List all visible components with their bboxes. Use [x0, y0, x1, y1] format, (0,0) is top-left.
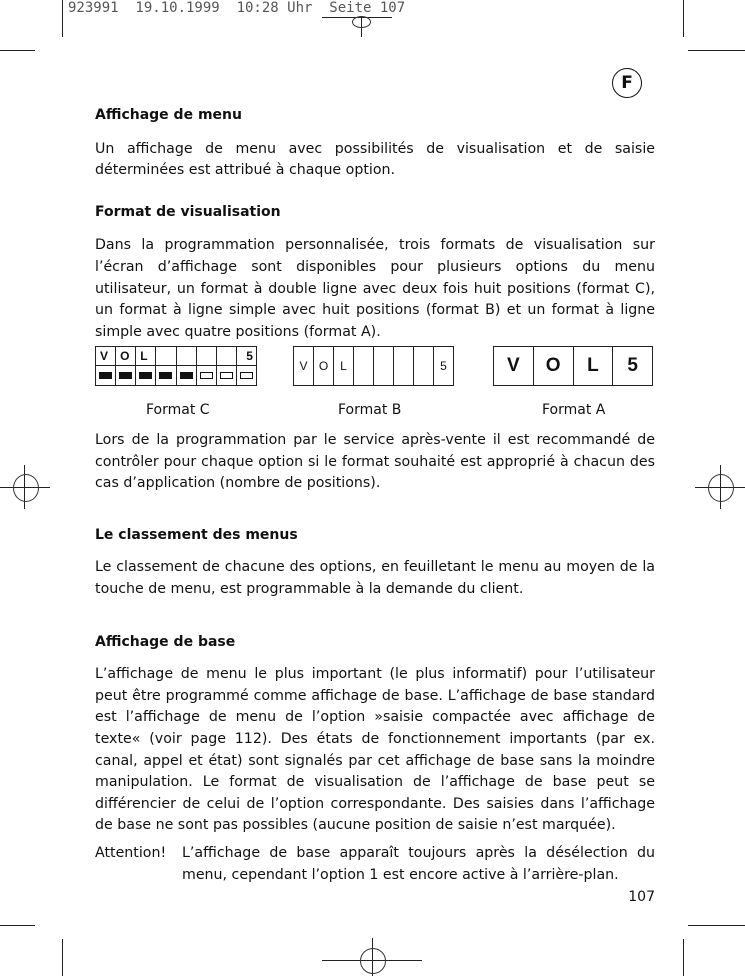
format-c-caption: Format C	[146, 402, 210, 418]
crop-mark	[683, 0, 684, 37]
display-cell	[177, 366, 197, 385]
crop-mark	[62, 939, 63, 976]
language-badge: F	[612, 68, 642, 98]
attention-text: L’affichage de base apparaît toujours après la désélection du menu, cependant l’option 1 est encore active à l’arrière-plan.	[182, 844, 655, 883]
attention-label: Attention!	[95, 844, 167, 861]
display-cell: O	[116, 347, 136, 365]
section-heading: Format de visualisation	[95, 203, 281, 220]
attention-note	[95, 843, 655, 886]
paragraph: L’affichage de menu le plus important (le plus informatif) pour l’utilisateur peut être programmé comme affichage de base. L’affichage de base standard est l’affichage de menu de l’option »saisie compactée avec affichage de texte« (voir page 112). Des états de fonctionnement importants (par ex. canal, appel et état) sont signalés par cet affichage de base sans la moindre manipulation. Le format de visualisation de l’affichage de base peut se différencier de celui de l’option correspondante. Des saisies dans l’affichage de base ne sont pas possibles (aucune position de saisie n’est marquée).	[95, 666, 655, 834]
display-cell: V	[294, 347, 314, 385]
display-cell	[197, 366, 217, 385]
display-cell	[237, 366, 256, 385]
empty-marker	[220, 372, 233, 379]
display-cell	[374, 347, 394, 385]
filled-marker	[180, 372, 193, 379]
display-cell	[217, 366, 237, 385]
display-cell	[354, 347, 374, 385]
display-cell	[156, 366, 176, 385]
crop-mark	[688, 50, 745, 51]
section-recommendation	[95, 430, 655, 886]
display-cell: L	[334, 347, 354, 385]
crop-mark	[0, 50, 35, 51]
section-heading: Affichage de menu	[95, 107, 242, 123]
display-cell	[217, 347, 237, 365]
crop-mark	[683, 939, 684, 976]
paragraph: Dans la programmation personnalisée, trois formats de visualisation sur l’écran d’affichage sont disponibles pour plusieurs options du menu utilisateur, un format à double ligne avec deux fois huit positions (format C), un format à ligne simple avec huit positions (format B) et un format à ligne simple avec quatre positions (format A).	[95, 237, 655, 340]
display-cell	[414, 347, 434, 385]
crop-mark	[0, 925, 35, 926]
format-a-display	[493, 346, 653, 386]
display-cell: O	[534, 347, 574, 385]
display-cell: 5	[440, 359, 447, 373]
display-cell	[394, 347, 414, 385]
display-cell	[156, 347, 176, 365]
filled-marker	[159, 372, 172, 379]
page-number: 107	[628, 889, 655, 905]
display-cell	[177, 347, 197, 365]
display-cell	[116, 366, 136, 385]
section-heading: Affichage de base	[95, 633, 236, 650]
format-b-display	[293, 346, 454, 386]
crop-mark	[688, 925, 745, 926]
empty-marker	[200, 372, 213, 379]
display-cell: 5	[627, 355, 638, 376]
display-cell: L	[136, 347, 156, 365]
filled-marker	[139, 372, 152, 379]
print-header: 923991 19.10.1999 10:28 Uhr Seite 107	[68, 0, 406, 16]
section-heading: Le classement des menus	[95, 526, 298, 543]
empty-marker	[240, 372, 253, 379]
display-cell: L	[574, 347, 614, 385]
format-a-caption: Format A	[542, 402, 606, 418]
display-cell	[96, 366, 116, 385]
format-c-display	[95, 346, 257, 386]
display-cell: O	[314, 347, 334, 385]
paragraph: Un affichage de menu avec possibilités de visualisation et de saisie déterminées est attribué à chaque option.	[95, 140, 655, 179]
display-cell: V	[494, 347, 534, 385]
crop-mark	[62, 0, 63, 37]
display-cell: 5	[246, 349, 253, 363]
filled-marker	[119, 372, 132, 379]
paragraph: Le classement de chacune des options, en feuilletant le menu au moyen de la touche de menu, est programmable à la demande du client.	[95, 559, 655, 597]
paragraph: Lors de la programmation par le service après-vente il est recommandé de contrôler pour chaque option si le format souhaité est approprié à chacun des cas d’application (nombre de positions).	[95, 432, 655, 492]
filled-marker	[99, 372, 112, 379]
display-cell	[136, 366, 156, 385]
format-b-caption: Format B	[338, 402, 402, 418]
display-cell: V	[96, 347, 116, 365]
section-menu-display	[95, 105, 655, 343]
display-cell	[197, 347, 217, 365]
